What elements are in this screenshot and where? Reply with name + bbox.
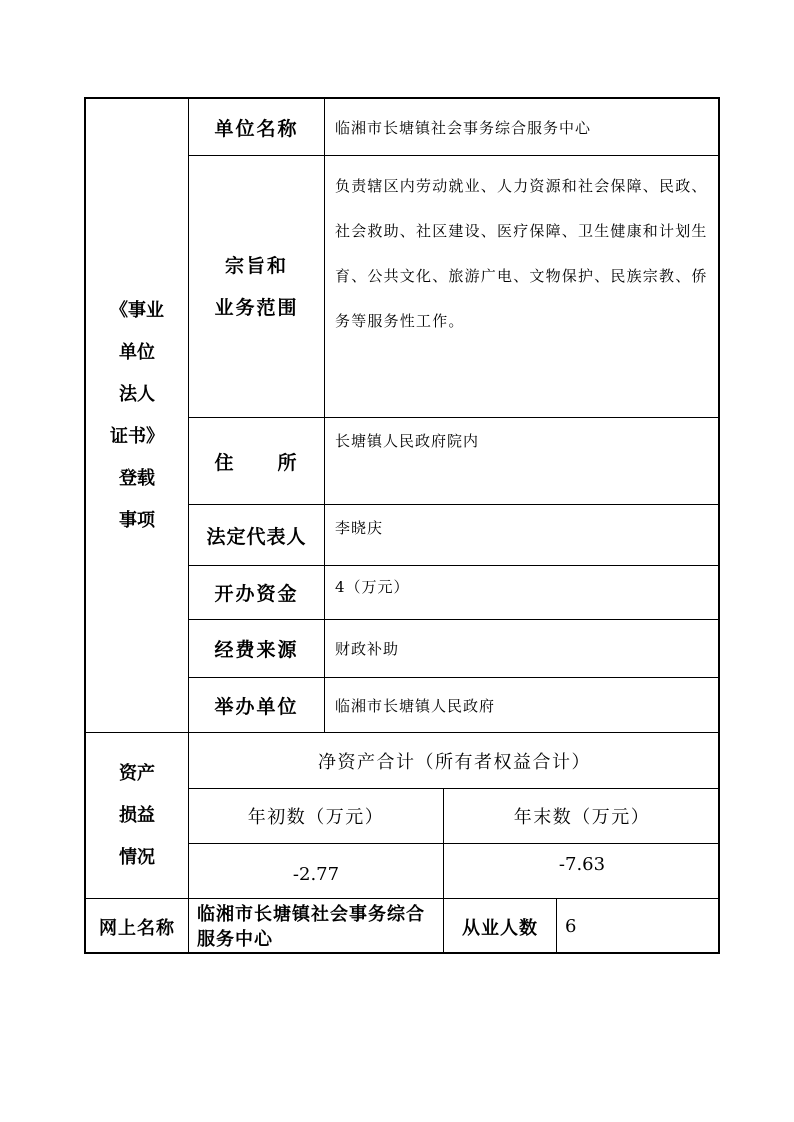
- sponsor-unit-value: 临湘市长塘镇人民政府: [325, 678, 720, 733]
- unit-name-value: 临湘市长塘镇社会事务综合服务中心: [325, 99, 720, 156]
- title-line: 证书》: [110, 425, 164, 447]
- title-line: 单位: [119, 341, 155, 363]
- online-name-label: 网上名称: [86, 899, 189, 954]
- purpose-scope-value: 负责辖区内劳动就业、人力资源和社会保障、民政、社会救助、社区建设、医疗保障、卫生健康和计划生育、公共文化、旅游广电、文物保护、民族宗教、侨务等服务性工作。: [325, 156, 720, 418]
- end-of-year-value: -7.63: [444, 844, 720, 899]
- purpose-scope-label: 宗旨和 业务范围: [189, 156, 325, 418]
- unit-name-label: 单位名称: [189, 99, 325, 156]
- online-name-value: 临湘市长塘镇社会事务综合服务中心: [189, 899, 444, 954]
- start-of-year-value: -2.77: [189, 844, 444, 899]
- sponsor-unit-label: 举办单位: [189, 678, 325, 733]
- startup-capital-value: 4（万元）: [325, 566, 720, 620]
- net-assets-header: 净资产合计（所有者权益合计）: [189, 733, 720, 789]
- title-line: 资产: [119, 762, 155, 784]
- title-line: 事项: [119, 509, 155, 531]
- title-line: 《事业: [110, 299, 164, 321]
- address-value: 长塘镇人民政府院内: [325, 418, 720, 505]
- title-line: 损益: [119, 804, 155, 826]
- title-line: 法人: [119, 383, 155, 405]
- legal-representative-value: 李晓庆: [325, 505, 720, 566]
- address-label: 住 所: [189, 418, 325, 505]
- staff-count-value: 6: [565, 916, 577, 937]
- startup-capital-label: 开办资金: [189, 566, 325, 620]
- start-of-year-label: 年初数（万元）: [189, 789, 444, 844]
- title-line: 情况: [119, 846, 155, 868]
- funding-source-label: 经费来源: [189, 620, 325, 678]
- title-line: 登载: [119, 467, 155, 489]
- staff-count-label: 从业人数: [444, 899, 557, 954]
- end-of-year-label: 年末数（万元）: [444, 789, 720, 844]
- assets-section-title: [86, 733, 189, 899]
- legal-representative-label: 法定代表人: [189, 505, 325, 566]
- funding-source-value: 财政补助: [325, 620, 720, 678]
- registration-form: [84, 97, 720, 954]
- registration-section-title: [86, 99, 189, 733]
